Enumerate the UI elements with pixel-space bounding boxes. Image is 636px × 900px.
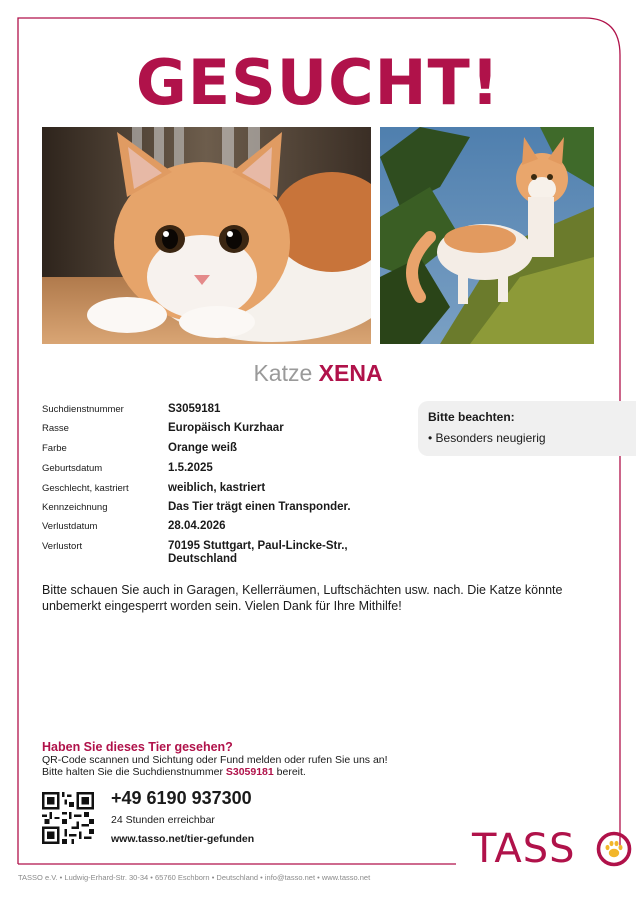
pet-name [0,360,636,387]
contact-instruction: QR-Code scannen und Sichtung oder Fund melden oder rufen Sie uns an! [42,754,388,766]
fact-label: Verlustdatum [42,521,98,532]
fact-label: Geschlecht, kastriert [42,483,129,494]
fact-label: Kennzeichnung [42,502,108,513]
cat-tree-photo [380,127,594,344]
fact-value: 70195 Stuttgart, Paul-Lincke-Str., Deutschland [168,540,348,565]
qr-code[interactable] [42,792,94,844]
footer-address: TASSO e.V. • Ludwig-Erhard-Str. 30-34 • 65760 Eschborn • Deutschland • info@tasso.net • www.tasso.net [18,873,371,882]
notice-box [418,401,636,456]
contact-hours: 24 Stunden erreichbar [111,814,215,826]
fact-value: 28.04.2026 [168,520,226,532]
fact-label: Rasse [42,423,69,434]
fact-value: S3059181 [168,403,221,415]
fact-value: weiblich, kastriert [168,482,266,494]
contact-website-link[interactable]: www.tasso.net/tier-gefunden [111,833,255,845]
pet-species: Katze [253,360,313,386]
paw-icon [596,831,632,867]
fact-label: Geburtsdatum [42,463,103,474]
headline: GESUCHT! [135,46,501,119]
info-text: Bitte schauen Sie auch in Garagen, Kellerräumen, Luftschächten usw. nach. Die Katze könnte unbemerkt eingesperrt worden sein. Vielen Dank für Ihre Mithilfe! [42,583,563,613]
fact-label: Farbe [42,443,67,454]
notice-item: • Besonders neugierig [428,431,546,445]
fact-value: 1.5.2025 [168,462,213,474]
contact-title: Haben Sie dieses Tier gesehen? [42,740,233,754]
fact-value: Europäisch Kurzhaar [168,422,284,434]
notice-title: Bitte beachten: [428,410,515,424]
tasso-logo [472,826,575,872]
contact-reference-prefix: Bitte halten Sie die Suchdienstnummer [42,766,223,778]
fact-value: Orange weiß [168,442,238,454]
fact-label: Verlustort [42,541,83,552]
fact-value: Das Tier trägt einen Transponder. [168,501,351,513]
contact-reference-id: S3059181 [225,766,274,778]
logo-text: TASS [472,826,576,872]
fact-label: Suchdienstnummer [42,404,124,415]
pet-name-value: XENA [318,360,383,386]
cat-lying-photo [42,127,371,344]
contact-reference [42,766,306,778]
contact-phone[interactable]: +49 6190 937300 [111,788,252,808]
contact-reference-suffix: bereit. [276,766,306,778]
